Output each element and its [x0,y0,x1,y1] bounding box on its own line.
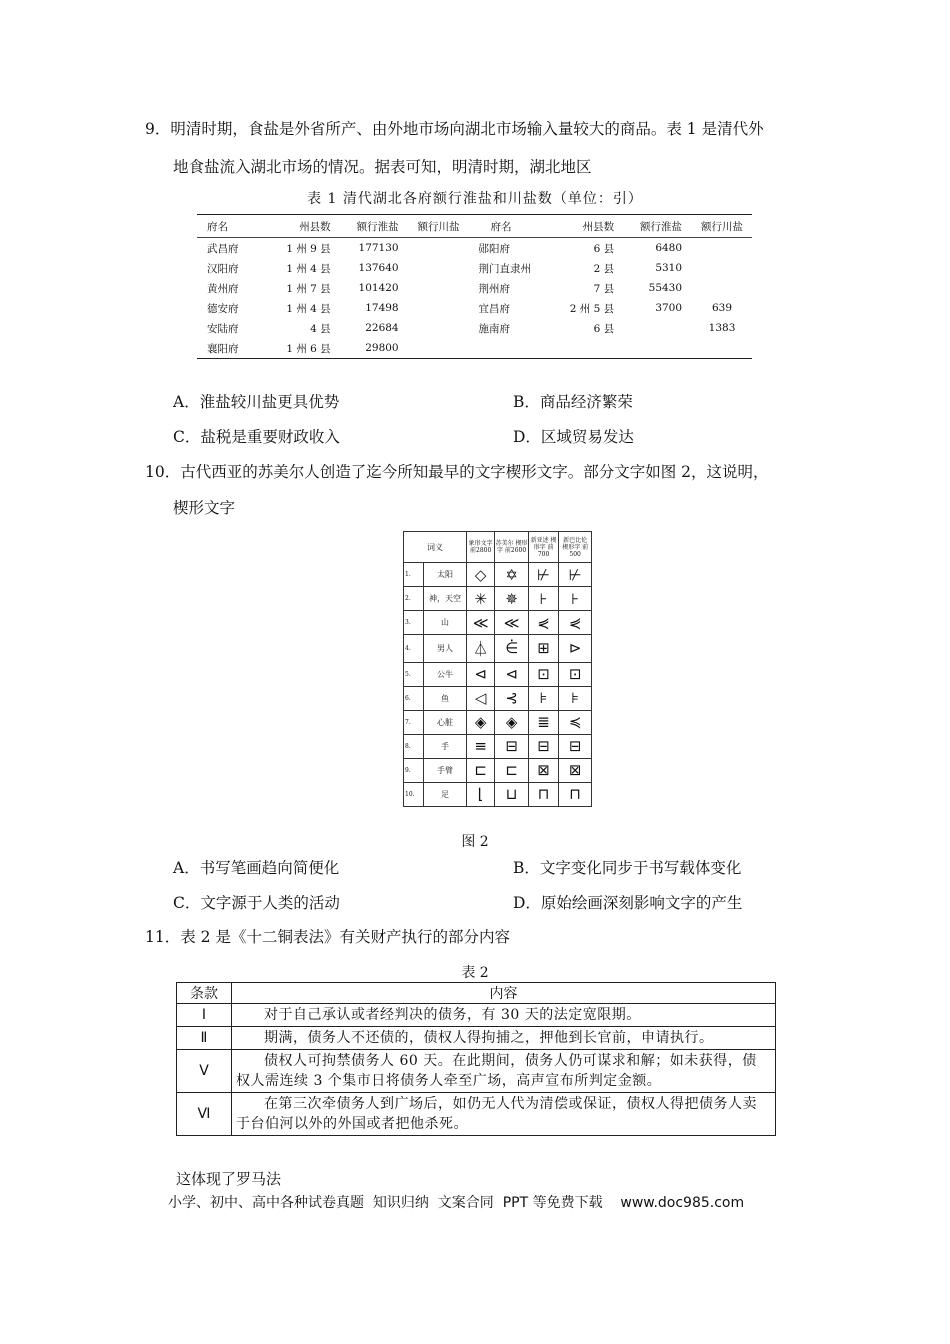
cuneiform-glyph: ⊡ [528,662,558,686]
cuneiform-glyph: ✵ [495,587,529,611]
q10-stem-line1: 10．古代西亚的苏美尔人创造了迄今所知最早的文字楔形文字。部分文字如图 2，这说明， [145,463,769,481]
figure-word-meaning: 男人 [424,635,467,663]
table-cell: 汉阳府 [207,262,239,275]
figure-row [404,563,592,587]
table-row [177,1004,776,1027]
figure-word-meaning: 鱼 [424,686,467,710]
table-cell [409,298,469,318]
table-cell: 5310 [655,262,683,274]
table-header: 额行川盐 [692,215,752,238]
clause-content: 债权人可拘禁债务人 60 天。在此期间，债务人仍可谋求和解；如未获得，债权人需连续 3 个集市日将债务人牵至广场，高声宣布所判定金额。 [232,1050,776,1093]
cuneiform-glyph: ⋵ [495,635,529,663]
table-cell: 1 州 7 县 [286,282,331,295]
table-cell: 2 县 [593,262,615,275]
table-cell: 3700 [655,302,683,314]
q10-option-a[interactable]: A．书写笔画趋向简便化 [173,859,340,877]
figure-word-meaning: 足 [424,782,467,806]
table-row [197,318,752,338]
cuneiform-glyph: ✡ [495,563,529,587]
figure-row [404,611,592,635]
table-row [197,278,752,298]
q11-after-text: 这体现了罗马法 [176,1170,282,1188]
cuneiform-glyph: ⊳ [559,635,592,663]
table-cell [409,278,469,298]
table-cell: 郧阳府 [478,242,510,255]
q10-option-b[interactable]: B．文字变化同步于书写载体变化 [513,859,742,877]
table-cell [692,258,752,278]
figure-header: 新巴比伦 楔形字 前500 [559,532,592,563]
table-cell [620,338,692,358]
cuneiform-glyph: ◈ [495,710,529,734]
table-header: 府名 [468,215,548,238]
table2-title: 表 2 [461,965,489,981]
table-row [197,238,752,259]
figure-row [404,686,592,710]
cuneiform-glyph: ⊲ [495,662,529,686]
table-cell: 177130 [358,242,399,254]
table-cell [409,238,469,259]
cuneiform-glyph: ⊬ [528,563,558,587]
cuneiform-glyph: ⊧ [559,686,592,710]
table2-header-row [177,983,776,1004]
table-row [177,1050,776,1093]
table1-title: 表 1 清代湖北各府额行淮盐和川盐数（单位：引） [307,191,643,207]
table-header: 府名 [197,215,265,238]
table-header: 内容 [232,983,776,1004]
table-cell: 武昌府 [207,242,239,255]
table-cell [409,338,469,358]
figure-row [404,710,592,734]
clause-number: Ⅰ [177,1004,232,1027]
table-cell: 襄阳府 [207,342,239,355]
table-cell: 17498 [365,302,399,314]
table-cell: 6 县 [593,242,615,255]
figure-row-number: 10. [404,782,424,806]
figure-row [404,758,592,782]
table-cell [620,318,692,338]
figure2-caption: 图 2 [461,834,489,850]
q9-option-a[interactable]: A．淮盐较川盐更具优势 [173,393,340,411]
figure-header: 象形文字 前2800 [467,532,495,563]
figure-row-number: 7. [404,710,424,734]
figure-row-number: 1. [404,563,424,587]
cuneiform-glyph: ◇ [467,563,495,587]
clause-content: 在第三次牵债务人到广场后，如仍无人代为清偿或保证，债权人得把债务人卖于台伯河以外的外国或者把他杀死。 [232,1093,776,1136]
cuneiform-glyph: ⊟ [528,734,558,758]
clause-number: Ⅵ [177,1093,232,1136]
cuneiform-glyph: ⊠ [528,758,558,782]
table-cell: 137640 [358,262,399,274]
cuneiform-figure [403,531,592,807]
figure-row-number: 2. [404,587,424,611]
cuneiform-glyph: ⊔ [495,782,529,806]
table-header: 额行淮盐 [620,215,692,238]
table-cell: 宜昌府 [478,302,510,315]
table-cell: 101420 [358,282,399,294]
table-row [197,298,752,318]
table-header: 州县数 [265,215,337,238]
table-cell: 1 州 4 县 [286,262,331,275]
table-row [177,1027,776,1050]
cuneiform-glyph: ⊞ [528,635,558,663]
cuneiform-glyph: ≣ [528,710,558,734]
q11-stem: 11．表 2 是《十二铜表法》有关财产执行的部分内容 [145,928,510,946]
cuneiform-glyph: ⊰ [495,686,529,710]
cuneiform-glyph: ⊡ [559,662,592,686]
clause-content: 对于自己承认或者经判决的债务，有 30 天的法定宽限期。 [232,1004,776,1027]
figure-row [404,635,592,663]
table-cell: 7 县 [593,282,615,295]
cuneiform-glyph: ⊏ [467,758,495,782]
q10-option-c[interactable]: C．文字源于人类的活动 [173,894,340,912]
figure-word-meaning: 公牛 [424,662,467,686]
figure-row [404,734,592,758]
table-cell: 1383 [708,322,736,334]
figure-word-meaning: 山 [424,611,467,635]
figure-word-meaning: 手臂 [424,758,467,782]
cuneiform-glyph: ⊬ [559,563,592,587]
table-cell [409,318,469,338]
figure-row [404,587,592,611]
table-cell [409,258,469,278]
q9-option-d[interactable]: D．区域贸易发达 [513,428,634,446]
cuneiform-glyph: ⊟ [495,734,529,758]
cuneiform-glyph: ⊲ [467,662,495,686]
figure-word-meaning: 太阳 [424,563,467,587]
table-cell: 22684 [365,322,399,334]
table-cell: 1 州 4 县 [286,302,331,315]
figure-word-meaning: 神，天空 [424,587,467,611]
cuneiform-glyph: ≪ [467,611,495,635]
table-cell: 荆门直隶州 [478,262,531,275]
cuneiform-glyph: ≪ [495,611,529,635]
table2 [176,982,776,1136]
cuneiform-glyph: ⊏ [495,758,529,782]
figure-row-number: 3. [404,611,424,635]
table-cell: 29800 [365,342,399,354]
table-row [197,338,752,358]
figure-row-number: 8. [404,734,424,758]
q9-option-b[interactable]: B．商品经济繁荣 [513,393,633,411]
table-header: 额行川盐 [409,215,469,238]
table-cell [468,338,548,358]
q9-stem-line1: 9．明清时期，食盐是外省所产、由外地市场向湖北市场输入量较大的商品。表 1 是清代外 [145,120,764,138]
cuneiform-glyph: ⊧ [528,686,558,710]
figure-row [404,662,592,686]
cuneiform-glyph: ⋞ [559,611,592,635]
table1 [197,214,752,359]
table-header: 额行淮盐 [337,215,409,238]
cuneiform-glyph: ⊓ [559,782,592,806]
figure-row-number: 9. [404,758,424,782]
q9-stem-line2: 地食盐流入湖北市场的情况。据表可知，明清时期，湖北地区 [173,158,592,176]
clause-number: Ⅴ [177,1050,232,1093]
table-cell [692,238,752,259]
figure-word-meaning: 手 [424,734,467,758]
figure-row-number: 4. [404,635,424,663]
table-cell: 2 州 5 县 [569,302,615,315]
table-cell: 安陆府 [207,322,239,335]
cuneiform-glyph: ⊓ [528,782,558,806]
table-header: 州县数 [548,215,620,238]
figure-header: 苏美尔 楔形字 前2600 [495,532,529,563]
table-row [197,258,752,278]
q10-stem-line2: 楔形文字 [173,499,236,517]
clause-number: Ⅱ [177,1027,232,1050]
table-cell: 1 州 6 县 [286,342,331,355]
q10-option-d[interactable]: D．原始绘画深刻影响文字的产生 [513,894,743,912]
cuneiform-glyph: ◁ [467,686,495,710]
cuneiform-glyph: ⏃ [467,635,495,663]
table1-header-row [197,215,752,238]
table-cell: 德安府 [207,302,239,315]
cuneiform-glyph: ⋞ [528,611,558,635]
table-row [177,1093,776,1136]
footer-ad: 小学、初中、高中各种试卷真题 知识归纳 文案合同 PPT 等免费下载 www.doc985.com [168,1195,745,1211]
table-cell: 6 县 [593,322,615,335]
table-cell [548,338,620,358]
table-cell: 施南府 [478,322,510,335]
table-cell: 4 县 [310,322,331,335]
figure-row [404,782,592,806]
cuneiform-glyph: ✳ [467,587,495,611]
cuneiform-glyph: ⊟ [559,734,592,758]
figure-word-meaning: 心脏 [424,710,467,734]
cuneiform-glyph: ≡ [467,734,495,758]
table-cell: 6480 [655,242,683,254]
cuneiform-glyph: ⊦ [559,587,592,611]
table-cell [692,338,752,358]
table-header: 条款 [177,983,232,1004]
table-cell: 639 [712,302,733,314]
figure-header: 新亚述 楔形字 前700 [528,532,558,563]
figure-row-number: 5. [404,662,424,686]
cuneiform-glyph: ⌊ [467,782,495,806]
table-cell [692,278,752,298]
figure-row-number: 6. [404,686,424,710]
table-cell: 55430 [648,282,683,294]
table-cell: 黄州府 [207,282,239,295]
figure-header-row [404,532,592,563]
cuneiform-glyph: ⊦ [528,587,558,611]
cuneiform-glyph: ◈ [467,710,495,734]
cuneiform-glyph: ≼ [559,710,592,734]
q9-option-c[interactable]: C．盐税是重要财政收入 [173,428,340,446]
cuneiform-glyph: ⊠ [559,758,592,782]
table-cell: 荆州府 [478,282,510,295]
table-cell: 1 州 9 县 [286,242,331,255]
figure-header: 词义 [404,532,467,563]
clause-content: 期满，债务人不还债的，债权人得拘捕之，押他到长官前，申请执行。 [232,1027,776,1050]
